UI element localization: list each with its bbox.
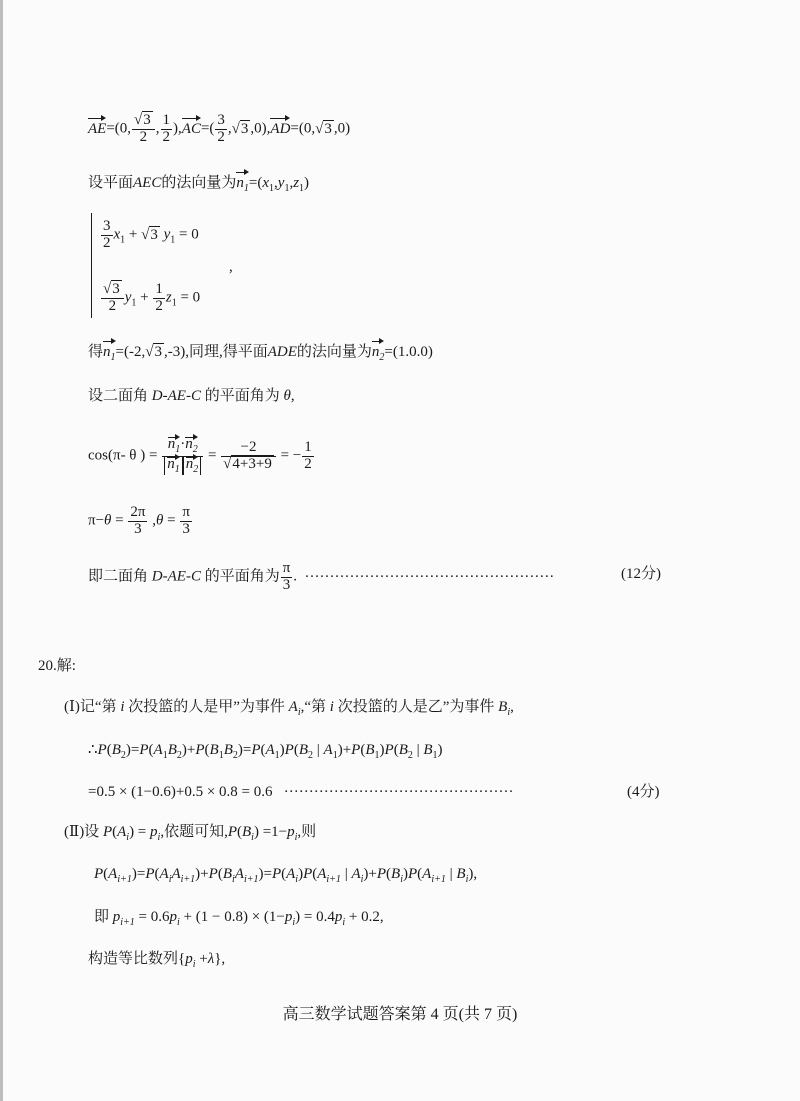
total-probability-line: $\therefore P(B_2)=P(A_1B_2)+P(B_1B_2)=P(A_1)P(B_2$ | $A_1)+P(B_1)P(B_2$ | $B_1$) (88, 742, 443, 761)
equation-1: $\frac{3}{2}$ $x_1 + √3$ $y_1 = 0$ (103, 218, 199, 251)
normal-vector-setup: 设平面AEC的法向量为$n_1=(x_1,y_1,z_1)$ (88, 172, 309, 200)
equation-2: $\frac{√3}{2}$ $y_1$ + $\frac{1}{2}$ $z_1 = 0$ (103, 281, 201, 314)
page-footer: 高三数学试题答案第 4 页(共 7 页) (282, 1006, 518, 1023)
part-2-setup: (Ⅱ)设 $P(A_i) = p_i$,依题可知$,P(B_i) =1-p_i$,则 (64, 824, 317, 843)
equation-comma: , (229, 259, 233, 275)
normal-vector-result: 得$n_1=(-2,√3$ ,-3),同理,得平面ADE的法向量为$n_2=(1.0.0)$ (88, 341, 433, 369)
cosine-equation: cos(π- θ ) = $\frac{n_1\cdot n_2}{n_1 n_2}$ = $\frac{-2}{√4+3+9}$ = − $\frac{1}{2}$ (88, 436, 312, 475)
probability-value-line: =0.5 × (1−0.6)+0.5 × 0.8 = 0.6 ·············································· (88, 784, 514, 800)
recurrence-probability-line: $P(A_{i+1})=P(A_iA_{i+1})+P(B_iA_{i+1})=P(A_i)P(A_{i+1}$ | $A_i)+P(B_i)P(A_{i+1}$ | $B_i$), (94, 866, 478, 885)
equation-brace (91, 213, 98, 318)
angle-result: π−θ = $\frac{2\pi}{3}$ ,θ = $\frac{\pi}{3}$ (88, 504, 190, 537)
recurrence-formula-line: 即 $p_{i+1} = 0.6p_i + (1 - 0.8) \times (1-p_i) = 0.4p_i + 0.2$, (94, 909, 384, 928)
conclusion-line: 即二面角 D-AE-C 的平面角为 $\frac{\pi}{3}$ . ·················································· (88, 560, 555, 593)
dihedral-angle-setup: 设二面角 D-AE-C 的平面角为 θ, (88, 388, 295, 404)
score-12: (12分) (621, 566, 661, 582)
scan-edge (0, 0, 3, 1101)
part-1-event-definition: (Ⅰ)记“第 i 次投篮的人是甲”为事件 $A_i,“$第 i 次投篮的人是乙”为事件 $B_i$, (64, 699, 514, 718)
question-20-heading: 20.解: (38, 658, 76, 674)
vector-line: AE=(0, $\frac{√3}{2}$ , $\frac{1}{2}$ ),AC=( $\frac{3}{2}$ ,√3 ,0),AD=(0,√3 ,0) (88, 112, 351, 145)
geometric-sequence-line: 构造等比数列$\{p_i +\lambda\}$, (88, 951, 226, 970)
score-4: (4分) (627, 784, 660, 800)
